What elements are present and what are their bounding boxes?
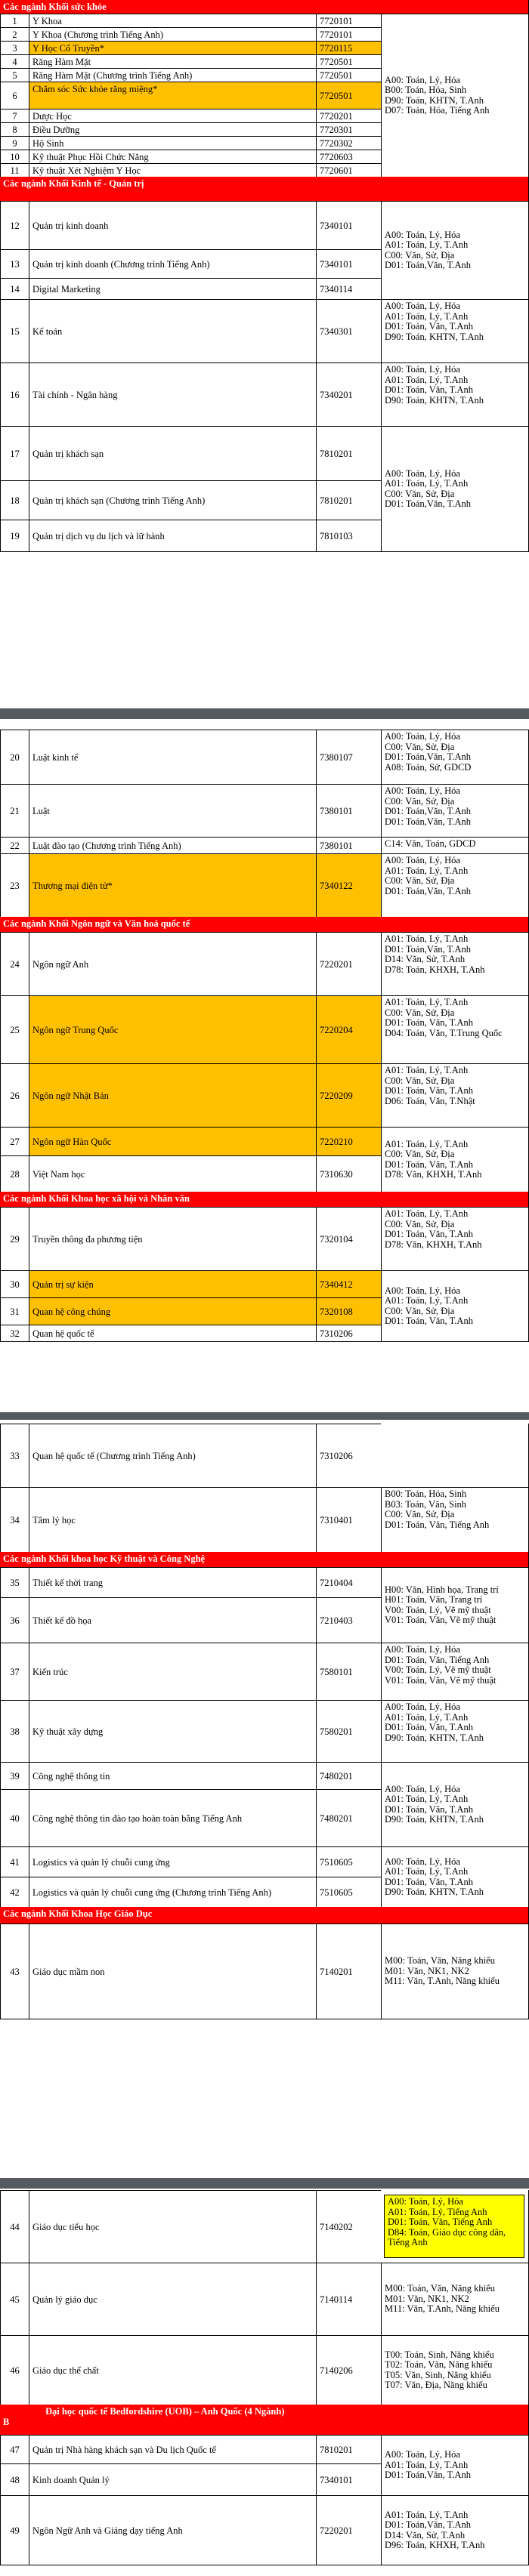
major-name: Quan hệ quốc tế bbox=[29, 1325, 316, 1341]
row-stt: 34 bbox=[0, 1487, 29, 1552]
major-code: 7810201 bbox=[316, 2435, 381, 2463]
subject-combination-line: D01: Toán,Văn, T.Anh bbox=[385, 885, 472, 896]
major-code: 7340301 bbox=[316, 299, 381, 362]
subject-combination-line: C00: Văn, Sử, Địa bbox=[385, 249, 455, 261]
subject-combination-line: M11: Văn, T.Anh, Năng khiếu bbox=[385, 2303, 500, 2315]
subject-combination-line: A01: Toán, Lý, T.Anh bbox=[385, 2509, 469, 2520]
section-title: Các ngành Khối sức khỏe bbox=[3, 2, 107, 12]
subject-combination-line: T02: Toán, Văn, Năng khiếu bbox=[385, 2359, 493, 2370]
subject-combination-line: A01: Toán, Lý, T.Anh bbox=[385, 1138, 469, 1149]
subject-combination-line: A00: Toán, Lý, Hóa bbox=[385, 229, 460, 240]
subject-combination-line: D01: Toán, Văn, T.Anh bbox=[385, 1722, 473, 1732]
section-title: Các ngành Khối Khoa Học Giáo Dục bbox=[3, 1908, 153, 1919]
row-stt: 23 bbox=[0, 853, 29, 917]
subject-combination-line: D01: Toán, Văn, T.Anh bbox=[385, 1085, 473, 1096]
subject-combination-line: D01: Toán,Văn, T.Anh bbox=[385, 2470, 472, 2481]
subject-combination-line: D01: Toán,Văn, T.Anh bbox=[385, 260, 472, 270]
subject-combination-line: A00: Toán, Lý, Hóa bbox=[385, 467, 460, 479]
subject-combinations bbox=[381, 853, 529, 917]
major-code: 7810201 bbox=[316, 426, 381, 480]
row-stt: 37 bbox=[0, 1643, 29, 1700]
row-stt: 18 bbox=[0, 480, 29, 520]
subject-combination-line: D78: Toán, KHXH, T.Anh bbox=[385, 964, 485, 975]
major-code: 7340122 bbox=[316, 853, 381, 917]
subject-combination-line: A01: Toán, Lý, T.Anh bbox=[385, 1794, 469, 1804]
major-name: Tâm lý học bbox=[29, 1487, 316, 1552]
subject-combinations bbox=[381, 2495, 529, 2565]
subject-combination-line: M01: Văn, NK1, NK2 bbox=[385, 1965, 469, 1976]
subject-combination-line: D04: Toán, Văn, T.Trung Quốc bbox=[385, 1027, 503, 1038]
major-code: 7340101 bbox=[316, 249, 381, 278]
major-code: 7340201 bbox=[316, 362, 381, 426]
subject-combination-line: A01: Toán, Lý, T.Anh bbox=[385, 374, 469, 385]
subject-combinations bbox=[381, 14, 529, 177]
section-header bbox=[0, 177, 529, 201]
major-code: 7220209 bbox=[316, 1063, 381, 1127]
major-code: 7720301 bbox=[316, 122, 381, 136]
subject-combination-line: A08: Toán, Sử, GDCD bbox=[385, 761, 472, 773]
subject-combination-line: D84: Toán, Giáo dục công dân, Tiếng Anh bbox=[388, 2226, 506, 2247]
major-name: Quản trị khách sạn (Chương trình Tiếng Anh) bbox=[29, 480, 316, 520]
major-code: 7220201 bbox=[316, 932, 381, 995]
subject-combination-line: D90: Toán, KHTN, T.Anh bbox=[385, 331, 484, 342]
subject-combination-line: A01: Toán, Lý, T.Anh bbox=[385, 1065, 469, 1075]
major-name: Kiến trúc bbox=[29, 1643, 316, 1700]
major-code: 7210404 bbox=[316, 1567, 381, 1597]
subject-combinations bbox=[381, 2263, 529, 2335]
section-title: Các ngành Khối Kinh tế - Quản trị bbox=[3, 178, 144, 189]
subject-combination-line: C00: Văn, Sử, Địa bbox=[385, 1007, 455, 1018]
major-code: 7340114 bbox=[316, 278, 381, 299]
subject-combination-line: C00: Văn, Sử, Địa bbox=[385, 1305, 455, 1316]
subject-combination-line: H01: Toán, Văn, Trang trí bbox=[385, 1594, 483, 1605]
page-separator bbox=[0, 2178, 529, 2189]
major-name: Thương mại điện tử* bbox=[29, 853, 316, 917]
subject-combination-line: C00: Văn, Sử, Địa bbox=[385, 488, 455, 499]
table-bottom-border bbox=[0, 551, 529, 552]
major-code: 7340412 bbox=[316, 1270, 381, 1297]
major-name: Luật bbox=[29, 784, 316, 837]
subject-combination-line: D01: Toán, Văn, T.Anh bbox=[385, 1803, 473, 1815]
major-name: Quan hệ quốc tế (Chương trình Tiếng Anh) bbox=[29, 1424, 316, 1487]
row-stt: 4 bbox=[0, 54, 29, 68]
major-code: 7720302 bbox=[316, 136, 381, 150]
subject-combination-line: A00: Toán, Lý, Hóa bbox=[385, 1783, 460, 1794]
major-name: Chăm sóc Sức khỏe răng miệng* bbox=[29, 82, 316, 109]
major-name: Kế toán bbox=[29, 299, 316, 362]
subject-combination-line: A01: Toán, Lý, T.Anh bbox=[385, 1208, 469, 1219]
major-name: Ngôn ngữ Trung Quốc bbox=[29, 995, 316, 1063]
row-stt: 36 bbox=[0, 1597, 29, 1643]
section-title: Đại học quốc tế Bedfordshire (UOB) – Anh Quốc (4 Ngành) bbox=[45, 2406, 285, 2417]
major-name: Quản trị Nhà hàng khách sạn và Du lịch Quốc tế bbox=[29, 2435, 316, 2463]
subject-combination-line: V01: Toán, Văn, Vẽ mỹ thuật bbox=[385, 1674, 497, 1686]
subject-combination-line: D01: Toán,Văn, T.Anh bbox=[385, 816, 472, 827]
subject-combination-line: D01: Toán,Văn, T.Anh bbox=[385, 2519, 472, 2530]
section-header bbox=[0, 1907, 529, 1924]
major-name: Kỹ thuật Xét Nghiệm Y Học bbox=[29, 163, 316, 177]
row-stt: 38 bbox=[0, 1700, 29, 1762]
subject-combinations bbox=[381, 1567, 529, 1643]
row-stt: 19 bbox=[0, 520, 29, 551]
major-code: 7720101 bbox=[316, 27, 381, 41]
subject-combination-line: M11: Văn, T.Anh, Năng khiếu bbox=[385, 1976, 500, 1987]
row-stt: 42 bbox=[0, 1877, 29, 1907]
major-name: Ngôn ngữ Nhật Bản bbox=[29, 1063, 316, 1127]
major-name: Giáo dục tiểu học bbox=[29, 2190, 316, 2263]
subject-combination-line: C14: Văn, Toán, GDCD bbox=[381, 837, 529, 853]
subject-combination-line: M00: Toán, Văn, Năng khiếu bbox=[385, 2283, 495, 2294]
row-stt: 24 bbox=[0, 932, 29, 995]
page-separator bbox=[0, 708, 529, 719]
subject-combination-line: M01: Văn, NK1, NK2 bbox=[385, 2293, 469, 2304]
row-stt: 48 bbox=[0, 2463, 29, 2495]
subject-combinations bbox=[381, 1207, 529, 1270]
subject-combinations bbox=[381, 784, 529, 837]
major-name: Giáo dục thể chất bbox=[29, 2335, 316, 2405]
subject-combination-line: D96: Toán, KHXH, T.Anh bbox=[385, 2540, 485, 2550]
subject-combination-line: A01: Toán, Lý, T.Anh bbox=[385, 1866, 469, 1877]
major-code: 7340101 bbox=[316, 201, 381, 249]
row-stt: 49 bbox=[0, 2495, 29, 2565]
major-code: 7140206 bbox=[316, 2335, 381, 2405]
major-name: Kinh doanh Quản lý bbox=[29, 2463, 316, 2495]
subject-combination-line: A01: Toán, Lý, T.Anh bbox=[385, 933, 469, 944]
table-bottom-border bbox=[0, 1341, 529, 1342]
major-code: 7320104 bbox=[316, 1207, 381, 1270]
row-stt: 10 bbox=[0, 150, 29, 163]
major-code: 7720601 bbox=[316, 163, 381, 177]
major-code: 7320108 bbox=[316, 1297, 381, 1325]
major-name: Y Khoa bbox=[29, 14, 316, 27]
subject-combination-line: D01: Toán,Văn, T.Anh bbox=[385, 943, 472, 955]
major-name: Quản trị kinh doanh bbox=[29, 201, 316, 249]
subject-combinations bbox=[381, 1924, 529, 2019]
major-name: Quản lý giáo dục bbox=[29, 2263, 316, 2335]
major-name: Hộ Sinh bbox=[29, 136, 316, 150]
row-stt: 46 bbox=[0, 2335, 29, 2405]
major-code: 7310401 bbox=[316, 1487, 381, 1552]
subject-combination-line: D06: Toán, Văn, T.Nhật bbox=[385, 1095, 475, 1106]
major-code: 7720101 bbox=[316, 14, 381, 27]
row-stt: 12 bbox=[0, 201, 29, 249]
subject-combinations bbox=[381, 1762, 529, 1846]
subject-combinations bbox=[381, 995, 529, 1063]
subject-combination-line: A00: Toán, Lý, Hóa bbox=[385, 1701, 460, 1712]
subject-combinations bbox=[384, 2195, 524, 2258]
major-name: Ngôn Ngữ Anh và Giảng dạy tiếng Anh bbox=[29, 2495, 316, 2565]
subject-combination-line: D01: Toán, Văn, T.Anh bbox=[385, 1017, 473, 1028]
section-title: Các ngành Khối Khoa học xã hội và Nhân văn bbox=[3, 1193, 190, 1204]
row-stt: 29 bbox=[0, 1207, 29, 1270]
major-name: Tài chính - Ngân hàng bbox=[29, 362, 316, 426]
subject-combination-line: D07: Toán, Hóa, Tiếng Anh bbox=[385, 105, 490, 116]
major-name: Ngôn ngữ Hàn Quốc bbox=[29, 1127, 316, 1155]
subject-combination-line: D01: Toán, Văn, Tiếng Anh bbox=[385, 1654, 490, 1665]
major-code: 7340101 bbox=[316, 2463, 381, 2495]
subject-combination-line: A01: Toán, Lý, T.Anh bbox=[385, 1711, 469, 1723]
row-stt: 33 bbox=[0, 1424, 29, 1487]
subject-combination-line: D01: Toán, Văn, Tiếng Anh bbox=[385, 1519, 490, 1530]
subject-combinations bbox=[381, 201, 529, 299]
major-name: Logistics và quản lý chuỗi cung ứng (Chương trình Tiếng Anh) bbox=[29, 1877, 316, 1907]
subject-combinations bbox=[381, 1063, 529, 1127]
section-title: Các ngành Khối khoa học Kỹ thuật và Công Nghệ bbox=[3, 1553, 206, 1564]
major-name: Kỹ thuật Phục Hồi Chức Năng bbox=[29, 150, 316, 163]
major-name: Răng Hàm Mặt (Chương trình Tiếng Anh) bbox=[29, 68, 316, 82]
subject-combination-line: A01: Toán, Lý, T.Anh bbox=[385, 865, 469, 876]
row-stt: 5 bbox=[0, 68, 29, 82]
major-name: Dược Học bbox=[29, 109, 316, 122]
subject-combination-line: A00: Toán, Lý, Hóa bbox=[385, 1856, 460, 1867]
row-stt: 45 bbox=[0, 2263, 29, 2335]
major-code: 7380101 bbox=[316, 784, 381, 837]
row-stt: 47 bbox=[0, 2435, 29, 2463]
row-stt: 43 bbox=[0, 1924, 29, 2019]
subject-combination-line: D01: Toán, Văn, T.Anh bbox=[385, 1876, 473, 1887]
subject-combinations bbox=[381, 1643, 529, 1700]
row-stt: 13 bbox=[0, 249, 29, 278]
subject-combination-line: V00: Toán, Lý, Vẽ mỹ thuật bbox=[385, 1604, 491, 1615]
subject-combinations bbox=[381, 2335, 529, 2405]
row-stt: 32 bbox=[0, 1325, 29, 1341]
major-code: 7140202 bbox=[316, 2190, 381, 2263]
row-stt: 25 bbox=[0, 995, 29, 1063]
subject-combination-line: D01: Toán, Văn, T.Anh bbox=[385, 1158, 473, 1170]
subject-combinations bbox=[381, 1846, 529, 1907]
section-title-wrap: B bbox=[3, 2417, 10, 2427]
subject-combination-line: A00: Toán, Lý, Hóa bbox=[385, 2449, 460, 2460]
row-stt: 26 bbox=[0, 1063, 29, 1127]
subject-combination-line: D01: Toán, Văn, T.Anh bbox=[385, 384, 473, 395]
subject-combination-line: B00: Toán, Hóa, Sinh bbox=[385, 85, 467, 95]
major-code: 7810103 bbox=[316, 520, 381, 551]
subject-combinations bbox=[381, 426, 529, 551]
major-code: 7220210 bbox=[316, 1127, 381, 1155]
subject-combination-line: M00: Toán, Văn, Năng khiếu bbox=[385, 1955, 495, 1967]
subject-combination-line: D01: Toán,Văn, T.Anh bbox=[385, 498, 472, 509]
subject-combination-line: A01: Toán, Lý, T.Anh bbox=[385, 478, 469, 489]
subject-combination-line: A01: Toán, Lý, T.Anh bbox=[385, 2459, 469, 2470]
row-stt: 15 bbox=[0, 299, 29, 362]
row-stt: 44 bbox=[0, 2190, 29, 2263]
subject-combination-line: D01: Toán, Văn, T.Anh bbox=[385, 321, 473, 332]
row-stt: 40 bbox=[0, 1789, 29, 1846]
major-name: Kỹ thuật xây dựng bbox=[29, 1700, 316, 1762]
subject-combination-line: A00: Toán, Lý, Hóa bbox=[385, 1285, 460, 1296]
subject-combination-line: D90: Toán, KHTN, T.Anh bbox=[385, 394, 484, 406]
subject-combination-line: D78: Văn, KHXH, T.Anh bbox=[385, 1169, 482, 1180]
row-stt: 7 bbox=[0, 109, 29, 122]
subject-combination-line: C00: Văn, Sử, Địa bbox=[385, 1149, 455, 1159]
major-name: Điều Dưỡng bbox=[29, 122, 316, 136]
subject-combination-line: C00: Văn, Sử, Địa bbox=[385, 1218, 455, 1229]
major-code: 7720501 bbox=[316, 68, 381, 82]
major-code: 7310630 bbox=[316, 1155, 381, 1192]
row-stt: 3 bbox=[0, 41, 29, 54]
major-code: 7480201 bbox=[316, 1762, 381, 1789]
section-header bbox=[0, 1552, 529, 1567]
major-name: Luật đào tạo (Chương trình Tiếng Anh) bbox=[29, 837, 316, 853]
subject-combination-line: A00: Toán, Lý, Hóa bbox=[385, 74, 460, 85]
major-code: 7140201 bbox=[316, 1924, 381, 2019]
subject-combination-line: D14: Văn, Sử, T.Anh bbox=[385, 954, 466, 964]
major-code: 7210403 bbox=[316, 1597, 381, 1643]
major-code: 7720501 bbox=[316, 54, 381, 68]
major-name: Răng Hàm Mặt bbox=[29, 54, 316, 68]
row-stt: 9 bbox=[0, 136, 29, 150]
subject-combination-line: A00: Toán, Lý, Hóa bbox=[385, 855, 460, 865]
subject-combination-line: A01: Toán, Lý, T.Anh bbox=[385, 310, 469, 322]
subject-combination-line: D90: Toán, KHTN, T.Anh bbox=[385, 1732, 484, 1743]
row-stt: 6 bbox=[0, 82, 29, 109]
major-code: 7220204 bbox=[316, 995, 381, 1063]
subject-combinations bbox=[381, 2435, 529, 2495]
major-code: 7720115 bbox=[316, 41, 381, 54]
major-name: Công nghệ thông tin bbox=[29, 1762, 316, 1789]
subject-combination-line: T00: Toán, Sinh, Năng khiếu bbox=[385, 2349, 494, 2360]
major-code: 7310206 bbox=[316, 1325, 381, 1341]
subject-combination-line: V00: Toán, Lý, Vẽ mỹ thuật bbox=[385, 1664, 491, 1675]
major-code: 7380101 bbox=[316, 837, 381, 853]
subject-combinations bbox=[381, 1127, 529, 1192]
major-name: Giáo dục mầm non bbox=[29, 1924, 316, 2019]
subject-combinations bbox=[381, 1700, 529, 1762]
row-stt: 41 bbox=[0, 1846, 29, 1877]
row-stt: 30 bbox=[0, 1270, 29, 1297]
row-stt: 17 bbox=[0, 426, 29, 480]
subject-combination-line: T05: Văn, Sinh, Năng khiếu bbox=[385, 2369, 491, 2380]
section-header bbox=[0, 917, 529, 932]
section-header bbox=[0, 2405, 529, 2435]
row-stt: 35 bbox=[0, 1567, 29, 1597]
major-name: Y Học Cổ Truyền* bbox=[29, 41, 316, 54]
subject-combination-line: C00: Văn, Sử, Địa bbox=[385, 875, 455, 886]
row-stt: 8 bbox=[0, 122, 29, 136]
major-name: Ngôn ngữ Anh bbox=[29, 932, 316, 995]
subject-combination-line: D90: Toán, KHTN, T.Anh bbox=[385, 1814, 484, 1825]
row-stt: 14 bbox=[0, 278, 29, 299]
subject-combinations bbox=[381, 299, 529, 362]
subject-combination-line: V01: Toán, Văn, Vẽ mỹ thuật bbox=[385, 1615, 497, 1625]
subject-combination-line: D01: Toán, Văn, T.Anh bbox=[385, 1229, 473, 1239]
row-stt: 31 bbox=[0, 1297, 29, 1325]
major-code: 7580201 bbox=[316, 1700, 381, 1762]
subject-combination-line: D01: Toán,Văn, T.Anh bbox=[385, 751, 472, 762]
major-code: 7480201 bbox=[316, 1789, 381, 1846]
major-code: 7510605 bbox=[316, 1846, 381, 1877]
major-name: Quản trị dịch vụ du lịch và lữ hành bbox=[29, 520, 316, 551]
major-name: Luật kinh tế bbox=[29, 730, 316, 784]
major-name: Y Khoa (Chương trình Tiếng Anh) bbox=[29, 27, 316, 41]
major-code: 7580101 bbox=[316, 1643, 381, 1700]
subject-combinations bbox=[381, 1487, 529, 1552]
subject-combination-line: A00: Toán, Lý, Hóa bbox=[385, 731, 460, 742]
subject-combination-line: D01: Toán,Văn, T.Anh bbox=[385, 806, 472, 816]
row-stt: 21 bbox=[0, 784, 29, 837]
row-stt: 20 bbox=[0, 730, 29, 784]
subject-combination-line: A00: Toán, Lý, Hóa bbox=[385, 364, 460, 375]
major-name: Digital Marketing bbox=[29, 278, 316, 299]
subject-combination-line: D90: Toán, KHTN, T.Anh bbox=[385, 94, 484, 106]
subject-combination-line: B03: Toán, Văn, Sinh bbox=[385, 1498, 467, 1510]
major-code: 7720501 bbox=[316, 82, 381, 109]
major-code: 7720201 bbox=[316, 109, 381, 122]
subject-combination-line: T07: Văn, Địa, Năng khiếu bbox=[385, 2380, 487, 2390]
subject-combination-line: D14: Văn, Sử, T.Anh bbox=[385, 2529, 466, 2541]
subject-combination-line: D78: Văn, KHXH, T.Anh bbox=[385, 1239, 482, 1250]
section-header bbox=[0, 1192, 529, 1207]
subject-combination-line: D01: Toán, Văn, Tiếng Anh bbox=[388, 2217, 493, 2227]
row-stt: 1 bbox=[0, 14, 29, 27]
row-stt: 11 bbox=[0, 163, 29, 177]
page-separator bbox=[0, 1412, 529, 1420]
subject-combination-line: A01: Toán, Lý, T.Anh bbox=[385, 239, 469, 250]
major-code: 7510605 bbox=[316, 1877, 381, 1907]
major-name: Công nghệ thông tin đào tạo hoàn toàn bằng Tiếng Anh bbox=[29, 1789, 316, 1846]
major-code: 7140114 bbox=[316, 2263, 381, 2335]
major-code: 7720603 bbox=[316, 150, 381, 163]
subject-combination-line: A01: Toán, Lý, T.Anh bbox=[385, 997, 469, 1007]
major-name: Quản trị kinh doanh (Chương trình Tiếng Anh) bbox=[29, 249, 316, 278]
row-stt: 27 bbox=[0, 1127, 29, 1155]
major-code: 7310206 bbox=[316, 1424, 381, 1487]
subject-combination-line: A01: Toán, Lý, Tiếng Anh bbox=[388, 2206, 487, 2217]
subject-combinations bbox=[381, 362, 529, 426]
subject-combination-line: D01: Toán, Văn, T.Anh bbox=[385, 1316, 473, 1326]
subject-combination-line: D90: Toán, KHTN, T.Anh bbox=[385, 1886, 484, 1897]
major-code: 7380107 bbox=[316, 730, 381, 784]
subject-combinations bbox=[381, 932, 529, 995]
subject-combination-line: C00: Văn, Sử, Địa bbox=[385, 741, 455, 752]
row-stt: 39 bbox=[0, 1762, 29, 1789]
row-stt: 16 bbox=[0, 362, 29, 426]
major-name: Thiết kế thời trang bbox=[29, 1567, 316, 1597]
subject-combination-line: H00: Văn, Hình họa, Trang trí bbox=[385, 1584, 499, 1595]
section-title: Các ngành Khối Ngôn ngữ và Văn hoá quốc tế bbox=[3, 918, 190, 929]
subject-combinations bbox=[381, 730, 529, 784]
subject-combination-line: C00: Văn, Sử, Địa bbox=[385, 1075, 455, 1086]
subject-combination-line: C00: Văn, Sử, Địa bbox=[385, 1509, 455, 1519]
subject-combination-line: B00: Toán, Hóa, Sinh bbox=[385, 1489, 467, 1499]
subject-combinations bbox=[381, 1270, 529, 1341]
subject-combination-line: A00: Toán, Lý, Hóa bbox=[388, 2196, 463, 2207]
subject-combination-line: A00: Toán, Lý, Hóa bbox=[385, 785, 460, 796]
major-code: 7220201 bbox=[316, 2495, 381, 2565]
subject-combination-line: A00: Toán, Lý, Hóa bbox=[385, 1644, 460, 1655]
row-stt: 22 bbox=[0, 837, 29, 853]
row-stt: 28 bbox=[0, 1155, 29, 1192]
major-name: Việt Nam học bbox=[29, 1155, 316, 1192]
major-code: 7810201 bbox=[316, 480, 381, 520]
subject-combination-line: A00: Toán, Lý, Hóa bbox=[385, 301, 460, 311]
row-stt: 2 bbox=[0, 27, 29, 41]
major-name: Quan hệ công chúng bbox=[29, 1297, 316, 1325]
major-name: Quản trị khách sạn bbox=[29, 426, 316, 480]
subject-combination-line: A01: Toán, Lý, T.Anh bbox=[385, 1295, 469, 1306]
section-header bbox=[0, 0, 529, 14]
subject-combination-line: C00: Văn, Sử, Địa bbox=[385, 795, 455, 807]
major-name: Logistics và quản lý chuỗi cung ứng bbox=[29, 1846, 316, 1877]
major-name: Quản trị sự kiện bbox=[29, 1270, 316, 1297]
major-name: Thiết kế đồ họa bbox=[29, 1597, 316, 1643]
major-name: Truyền thông đa phương tiện bbox=[29, 1207, 316, 1270]
